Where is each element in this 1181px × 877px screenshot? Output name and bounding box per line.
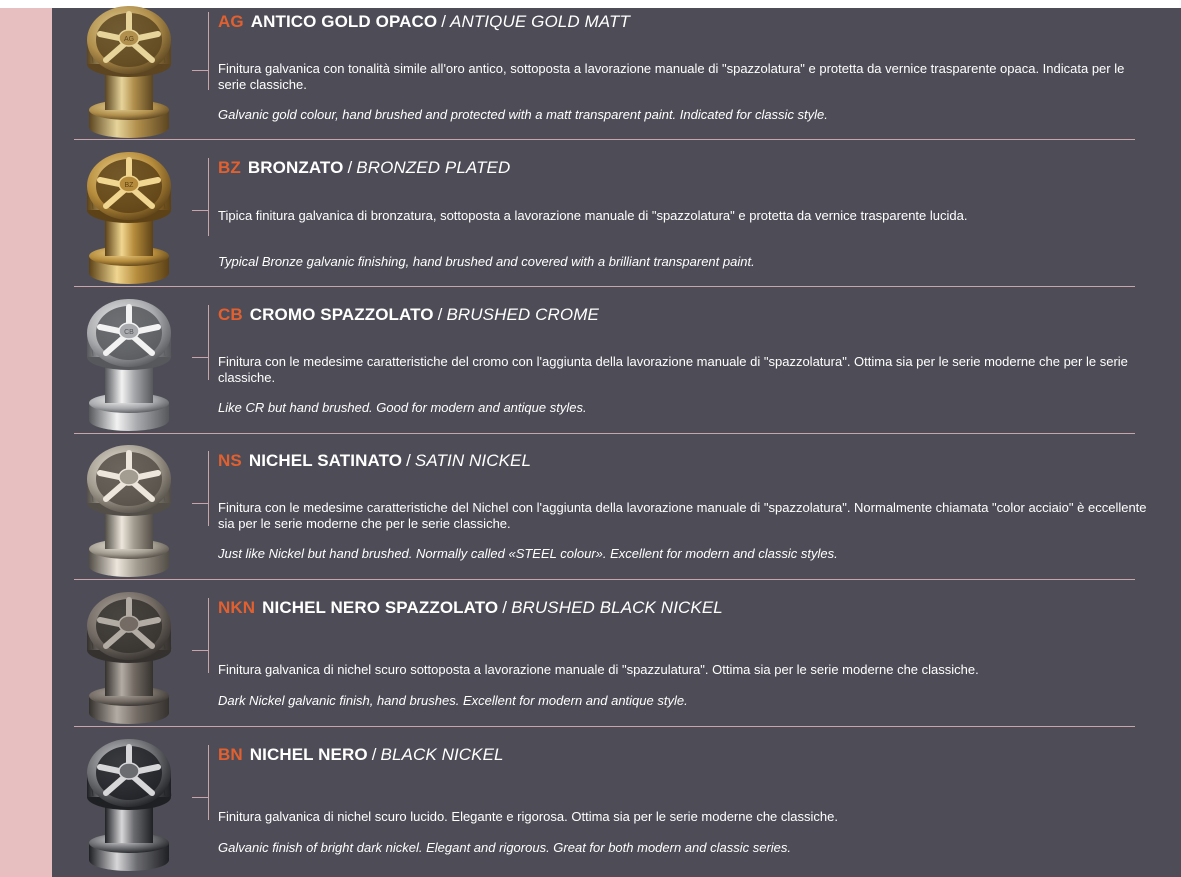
left-accent-strip — [0, 0, 52, 877]
bracket-line — [208, 12, 209, 90]
finish-title — [218, 451, 531, 471]
bracket-line — [208, 745, 209, 820]
finish-code: NKN — [218, 598, 256, 617]
entry-separator — [74, 579, 1135, 580]
bracket-tick — [192, 503, 208, 504]
finish-description-en: Just like Nickel but hand brushed. Normally called «STEEL colour». Excellent for modern and classic styles. — [218, 546, 838, 561]
finish-description-it: Finitura con le medesime caratteristiche del Nichel con l'aggiunta della lavorazione manuale di "spazzolatura". Normalmente chiamata "color acciaio" è eccellente sia per le serie moderne che per le serie classiche. — [218, 500, 1147, 531]
finish-name-it: BRONZATO — [247, 158, 344, 177]
knob-image-bz — [86, 152, 172, 286]
knob-hub — [119, 763, 139, 779]
finish-name-en: BLACK NICKEL — [380, 745, 504, 764]
bracket-tick — [192, 650, 208, 651]
finish-description-it: Finitura galvanica di nichel scuro sottoposta a lavorazione manuale di "spazzulatura". Ottima sia per le serie moderne che classiche. — [218, 662, 979, 677]
finish-description-it: Finitura con le medesime caratteristiche del cromo con l'aggiunta della lavorazione manuale di "spazzolatura". Ottima sia per le serie moderne che per le serie classiche. — [218, 354, 1128, 385]
knob-image-nkn — [86, 592, 172, 726]
finish-code: CB — [218, 305, 243, 324]
knob-hub-label: CB — [124, 329, 134, 336]
bracket-line — [208, 451, 209, 526]
finish-description-en: Galvanic finish of bright dark nickel. Elegant and rigorous. Great for both modern and classic series. — [218, 840, 792, 855]
title-slash: / — [437, 305, 443, 324]
finish-name-en: ANTIQUE GOLD MATT — [450, 12, 630, 31]
knob-hub — [119, 469, 139, 485]
entry-separator — [74, 286, 1135, 287]
title-slash: / — [441, 12, 447, 31]
finish-title — [218, 12, 630, 32]
entry-separator — [74, 726, 1135, 727]
entry-separator — [74, 433, 1135, 434]
finish-description-it: Tipica finitura galvanica di bronzatura, sottoposta a lavorazione manuale di "spazzolatura" e protetta da vernice trasparente lucida. — [218, 208, 968, 223]
knob-image-bn — [86, 739, 172, 873]
bracket-tick — [192, 797, 208, 798]
finish-code: NS — [218, 451, 242, 470]
knob-image-ag — [86, 6, 172, 140]
finish-code: BZ — [218, 158, 241, 177]
bracket-tick — [192, 210, 208, 211]
finish-title — [218, 598, 723, 618]
bracket-tick — [192, 70, 208, 71]
finish-name-en: BRUSHED BLACK NICKEL — [511, 598, 723, 617]
title-slash: / — [502, 598, 508, 617]
finish-code: AG — [218, 12, 244, 31]
finish-title — [218, 745, 504, 765]
bracket-line — [208, 598, 209, 673]
finish-name-it: NICHEL NERO — [249, 745, 368, 764]
knob-hub-label: AG — [123, 36, 135, 43]
finish-title — [218, 158, 510, 178]
bracket-line — [208, 158, 209, 236]
knob-image-cb — [86, 299, 172, 433]
knob-hub — [119, 616, 139, 632]
finish-code: BN — [218, 745, 243, 764]
finish-description-it: Finitura galvanica con tonalità simile all'oro antico, sottoposta a lavorazione manuale di "spazzolatura" e protetta da vernice trasparente opaca. Indicata per le serie classiche. — [218, 61, 1125, 92]
finish-name-en: BRONZED PLATED — [356, 158, 511, 177]
finish-name-it: CROMO SPAZZOLATO — [249, 305, 434, 324]
finish-name-en: BRUSHED CROME — [446, 305, 599, 324]
finish-name-it-suffix: OPACO — [375, 12, 438, 31]
title-slash: / — [347, 158, 353, 177]
finish-description-en: Typical Bronze galvanic finishing, hand brushed and covered with a brilliant transparent paint. — [218, 254, 755, 269]
knob-image-ns — [86, 445, 172, 579]
title-slash: / — [406, 451, 411, 470]
entry-separator — [74, 139, 1135, 140]
finish-name-it: NICHEL NERO SPAZZOLATO — [262, 598, 499, 617]
finish-description-en: Dark Nickel galvanic finish, hand brushes. Excellent for modern and antique style. — [218, 693, 688, 708]
title-slash: / — [371, 745, 377, 764]
finish-name-it: NICHEL SATINATO — [248, 451, 403, 470]
finish-title — [218, 305, 599, 325]
finish-name-en: SATIN NICKEL — [414, 451, 532, 470]
finish-description-en: Galvanic gold colour, hand brushed and protected with a matt transparent paint. Indicated for classic style. — [218, 107, 828, 122]
finish-description-en: Like CR but hand brushed. Good for modern and antique styles. — [218, 400, 587, 415]
bracket-line — [208, 305, 209, 380]
finish-name-it: ANTICO GOLD — [250, 12, 376, 31]
top-margin — [0, 0, 1181, 8]
knob-hub-label: BZ — [124, 182, 134, 189]
bracket-tick — [192, 357, 208, 358]
finish-description-it: Finitura galvanica di nichel scuro lucido. Elegante e rigorosa. Ottima sia per le serie moderne che classiche. — [218, 809, 838, 824]
